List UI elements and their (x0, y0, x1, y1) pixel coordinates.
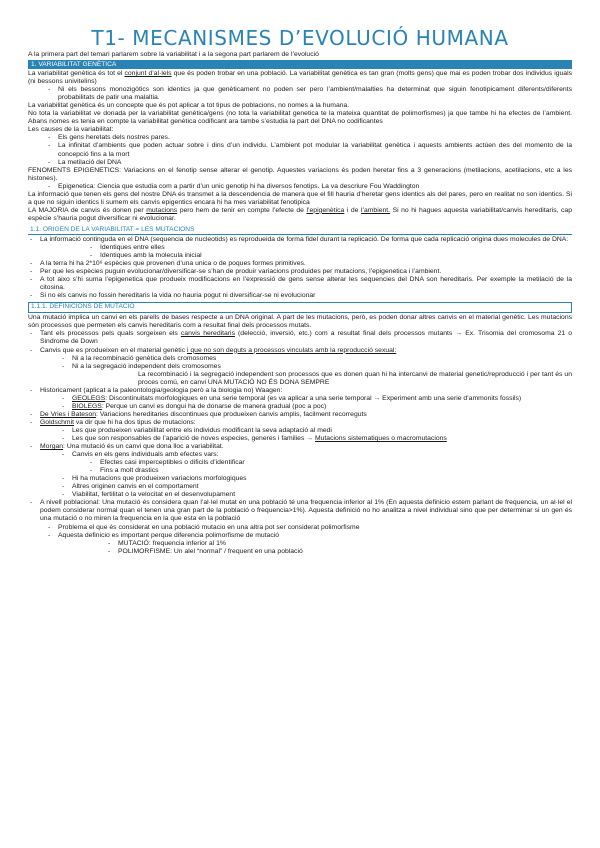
list-item (28, 548, 572, 556)
list-item (28, 86, 572, 102)
list-item (28, 347, 572, 355)
list-item (28, 403, 572, 411)
list-item (28, 435, 572, 443)
list-item-text: Les que produeixen variabilitat entre els individus modificant la seva adaptació al medi (72, 426, 332, 434)
list-item (28, 268, 572, 276)
bullet-dash: - (48, 182, 51, 190)
text: Tant els processos pels quals sorgeixen els (40, 330, 181, 338)
list-item-text: Ni els bessons monozigòtics son identics ja que genèticament no poden ser pero l’ambient/malalties ha determinat que siguin fenotipicament diferents/diferents probabilitats de patir una malaltia. (58, 86, 572, 102)
underlined-term: Goldschmit (40, 418, 74, 426)
list-item (28, 134, 572, 142)
list-item-text: Si no els canvis no fossin hereditaris la vida no hauria pogut ni diversificar-se ni evolucionar (40, 292, 316, 300)
bullet-dash: - (30, 410, 33, 418)
bullet-dash: - (62, 435, 65, 443)
list-item-text: Altres originen canvis en el comportament (72, 483, 199, 491)
paragraph: FENOMENTS EPIGENETICS: Variacions en el fenotip sense alterar el genotip. Aquestes variacions és poden heretar fins a 3 generacions (metilacions, acetilacions, etc a les histones). (28, 166, 572, 182)
list-item-text: Efectes casi imperceptibles o dificils d’identificar (100, 459, 245, 467)
paragraph (28, 207, 572, 223)
note-paragraph (28, 371, 572, 387)
bullet-dash: - (62, 451, 65, 459)
list-item-text: MUTACIÓ: frequencia inferior al 1% (118, 539, 226, 547)
bullet-dash: - (48, 142, 51, 150)
list-item-text: Viabilitat, fertilitat o la velocitat en el desenvolupament (72, 491, 236, 499)
list-item (28, 475, 572, 483)
bullet-dash: - (90, 467, 93, 475)
list-item (28, 142, 572, 158)
text: La variabilitat genètica és tot el (28, 70, 125, 78)
list-item-text: Fins a molt drastics (100, 467, 159, 475)
list-item (28, 183, 572, 191)
list-item (28, 443, 572, 451)
text: que és poden trobar en una població. La variabilitat genètica es tan gran (molts gens) que mai es poden trobar dos individus iguals (ni bessons univitelins) (28, 70, 572, 86)
list-item (28, 236, 572, 244)
list-item-text: Identiques amb la molecula inicial (100, 252, 202, 260)
list-item-text: La metilació del DNA (58, 158, 122, 166)
emphasis-text: UNA MUTACIÓ NO ÉS DONA SEMPRE (207, 378, 330, 386)
bullet-dash: - (62, 362, 65, 370)
list-item (28, 419, 572, 427)
list-item (28, 532, 572, 540)
bullet-dash: - (62, 402, 65, 410)
list-item (28, 451, 572, 459)
underlined-term: canvis hereditaris (180, 330, 235, 338)
bullet-dash: - (90, 459, 93, 467)
list-item (28, 252, 572, 260)
list-item-text: Ni a la recombinació genètica dels cromosomes (72, 354, 217, 362)
list-item (28, 292, 572, 300)
list-item (28, 483, 572, 491)
text: : Perque un canvi es dongui ha de donarse de manera gradual (poc a poc) (101, 402, 327, 410)
list-item-text: Problema el que és considerat en una població mutacio en una altra pot ser considerat polimorfisme (58, 523, 360, 531)
bullet-dash: - (108, 539, 111, 547)
list-item (28, 387, 572, 395)
bullet-dash: - (30, 276, 33, 284)
bullet-dash: - (48, 531, 51, 539)
bullet-dash: - (30, 443, 33, 451)
list-item-text: Els gens heretats dels nostres pares. (58, 134, 170, 142)
list-item (28, 411, 572, 419)
list-item (28, 491, 572, 499)
list-item-text: Historicament (aplicat a la paleontologia/geologia però a la biologia no) Waagen: (40, 386, 283, 394)
underlined-term: Mutacions sistematiques o macromutacions (314, 435, 447, 443)
subsection-heading-definicions: 1.1.1. DEFINICIONS DE MUTACIÓ (28, 302, 572, 313)
bullet-dash: - (30, 260, 33, 268)
text: Les que son responsables de l’aparició de noves especies, generes i families → (72, 435, 315, 443)
bullet-dash: - (62, 354, 65, 362)
underlined-term: l’epigenètica (306, 206, 345, 214)
bullet-dash: - (48, 523, 51, 531)
list-item-text: Canvis en els gens individuals amb efectes vars: (72, 451, 219, 459)
bullet-dash: - (48, 86, 51, 94)
text: i de (344, 206, 361, 214)
bullet-dash: - (62, 394, 65, 402)
underlined-term: i que no son deguts a processos vinculats amb la reproducció sexual: (186, 346, 397, 354)
bullet-dash: - (30, 346, 33, 354)
bullet-dash: - (48, 158, 51, 166)
paragraph: Les causes de la variabilitat: (28, 126, 114, 134)
list-item (28, 159, 572, 167)
text: : Variacions hereditaries discontinues que produeixen canvis amplis, facilment recorreguts (96, 410, 367, 418)
bullet-dash: - (30, 499, 33, 507)
text: Canvis que es produeixen en el material genètic (40, 346, 187, 354)
text: La recombinació i la segregació independent son processos que es donen quan hi ha intercanvi de material genetic/reproducció i per tant és un proces comú, en canvi (138, 370, 572, 386)
list-item (28, 276, 572, 292)
list-item-text: Hi ha mutacions que produeixen variacions morfologiques (72, 475, 247, 483)
underlined-term: mutacions (146, 206, 178, 214)
bullet-dash: - (62, 483, 65, 491)
list-item (28, 395, 572, 403)
paragraph: La informació que tenen els gens del nostre DNA és transmet a la descendencia de manera que el fill hauria d’heretar gens identics als del pares, pero en realitat no son identics. Si a que no siguin identics li sumem els canvis epigentics encara hi ha mes variabilitat fenotipica (28, 190, 572, 206)
bullet-dash: - (90, 243, 93, 251)
underlined-term: Morgan (40, 443, 64, 451)
list-item-text: La informació continguda en el DNA (sequencia de nucleotids) es reprodueida de forma fidel durant la replicació. De forma que cada replicació origina dues molecules de DNA: (40, 235, 569, 243)
underlined-term: l’ambient. (360, 206, 391, 214)
list-item-text: POLIMORFISME: Un alel “normal” / frequent en una població (118, 547, 303, 555)
text: va dir que hi ha dos tipus de mutacions: (74, 418, 196, 426)
bullet-dash: - (30, 386, 33, 394)
list-item (28, 363, 572, 371)
list-item-text: A nivell poblacional: Una mutació és considera quan l’al·lel mutat en una població té una frequencia inferior al 1% (En aquesta definicio estem parlant de frequencia, un al·lel el podem considerar normal quan el tenen una gran part de la població o frequencia>1%). Aquesta definició no ho analitza a nivel individual sino que per determinar si un gen és una mutació o no miren la frequencia en la que esta en la població (40, 499, 572, 523)
bullet-dash: - (30, 292, 33, 300)
subsection-heading-origen: 1.1. ORIGEN DE LA VARIABILITAT = LES MUTACIONS (28, 225, 572, 235)
paragraph: Una mutació implica un canvi en els parells de bases respecte a un DNA original. A part de les mutacions, però, es poden donar altres canvis en el material genètic. Les mutacions són processos que permeten els canvis hereditaris com a resultat final dels processos mutats. (28, 314, 572, 330)
text: : Una mutació és un canvi que dona lloc a variabilitat. (63, 443, 224, 451)
bullet-dash: - (30, 330, 33, 338)
list-item (28, 499, 572, 523)
list-item-text: La infinitat d’ambients que poden actuar sobre i dins d’un individu. L’ambient pot modular la variabilitat genètica i aquests ambients actúen des del momento de la concepció fins a la mort (58, 142, 572, 158)
list-item-text: Per que les espècies puguin evolucionar/diversificar-se s’han de produir variacions produides per mutacions, l’epigenetica i l’ambient. (40, 268, 442, 276)
page-title: T1- MECANISMES D’EVOLUCIÓ HUMANA (91, 26, 509, 50)
text: Si no hi hagues aquesta variabilitat/canvis hereditaris, cap espècie s’hauria pogut diversificar ni evolucionar. (28, 206, 572, 222)
list-item (28, 244, 572, 252)
list-item-text: A la terra hi ha 2*10⁶ espècies que provenen d’una unica o de poques formes primitives. (40, 260, 306, 268)
text: LA MAJORIA de canvis és donen per (28, 206, 147, 214)
text: (delecció, inversió, etc.) com a resultat final dels processos mutants → Ex. Trisomia del cromosoma 21 o Sindrome de Down (40, 330, 573, 346)
list-item (28, 427, 572, 435)
list-item-text: Aquesta definicio es important perque diferencia polimorfisme de mutació (58, 531, 280, 539)
list-item (28, 540, 572, 548)
list-item (28, 524, 572, 532)
underlined-term: conjunt d’al·lels (124, 70, 172, 78)
bullet-dash: - (108, 547, 111, 555)
bullet-dash: - (30, 268, 33, 276)
text: : Discontinuitats morfologiques en una serie temporal (es va aplicar a una serie temporal → Experiment amb una serie d’ammonits fossils) (105, 394, 522, 402)
text: pero hem de tenir en compte l’efecte de (177, 206, 307, 214)
paragraph (28, 70, 572, 86)
list-item (28, 459, 572, 467)
bullet-dash: - (30, 235, 33, 243)
intro-paragraph: A la primera part del temari parlarem sobre la variabilitat i a la segona part parlarem de l’evolució (28, 51, 319, 58)
bullet-dash: - (90, 252, 93, 260)
list-item (28, 330, 572, 346)
bullet-dash: - (62, 491, 65, 499)
underlined-term: GEOLEGS (72, 394, 106, 402)
list-item (28, 260, 572, 268)
list-item (28, 467, 572, 475)
list-item-text: A tot aixo s’hi suma l’epigenetica que produeix modificacions en l’expressió de gens sense alterar les sequencies del DNA son hereditaris. Per exemple la metilació de la citosina. (40, 276, 572, 292)
list-item-text: Ni a la segregació independent dels cromosomes (72, 362, 221, 370)
paragraph: La variabilitat genètica és un concepte que és pot aplicar a tot tipus de poblacions, no nomes a la humana. (28, 102, 350, 110)
underlined-term: BIOLEGS (72, 402, 102, 410)
section-heading-variabilitat: 1. VARIABILITAT GENÈTICA (28, 60, 572, 69)
bullet-dash: - (30, 418, 33, 426)
underlined-term: De Vries i Bateson (40, 410, 97, 418)
list-item (28, 355, 572, 363)
list-item-text: Identiques entre elles (100, 243, 165, 251)
bullet-dash: - (48, 134, 51, 142)
bullet-dash: - (62, 475, 65, 483)
bullet-dash: - (62, 426, 65, 434)
list-item-text: Epigenetica: Ciencia que estudia com a partir d’un unic genotip hi ha diversos fenotips. La va descriure Fou Waddington (58, 182, 420, 190)
paragraph: No tota la variabilitat ve donada per la variabilitat genètica/gens (no tota la variabilitat genetica te la mateixa quantitat de polimorfismes) ja que tambe hi ha efectes de l’ambient. Abans nomes es tenia en compte la variabilitat genètica codificant ara tambe s’estudia la part del DNA no codificantes (28, 110, 572, 126)
